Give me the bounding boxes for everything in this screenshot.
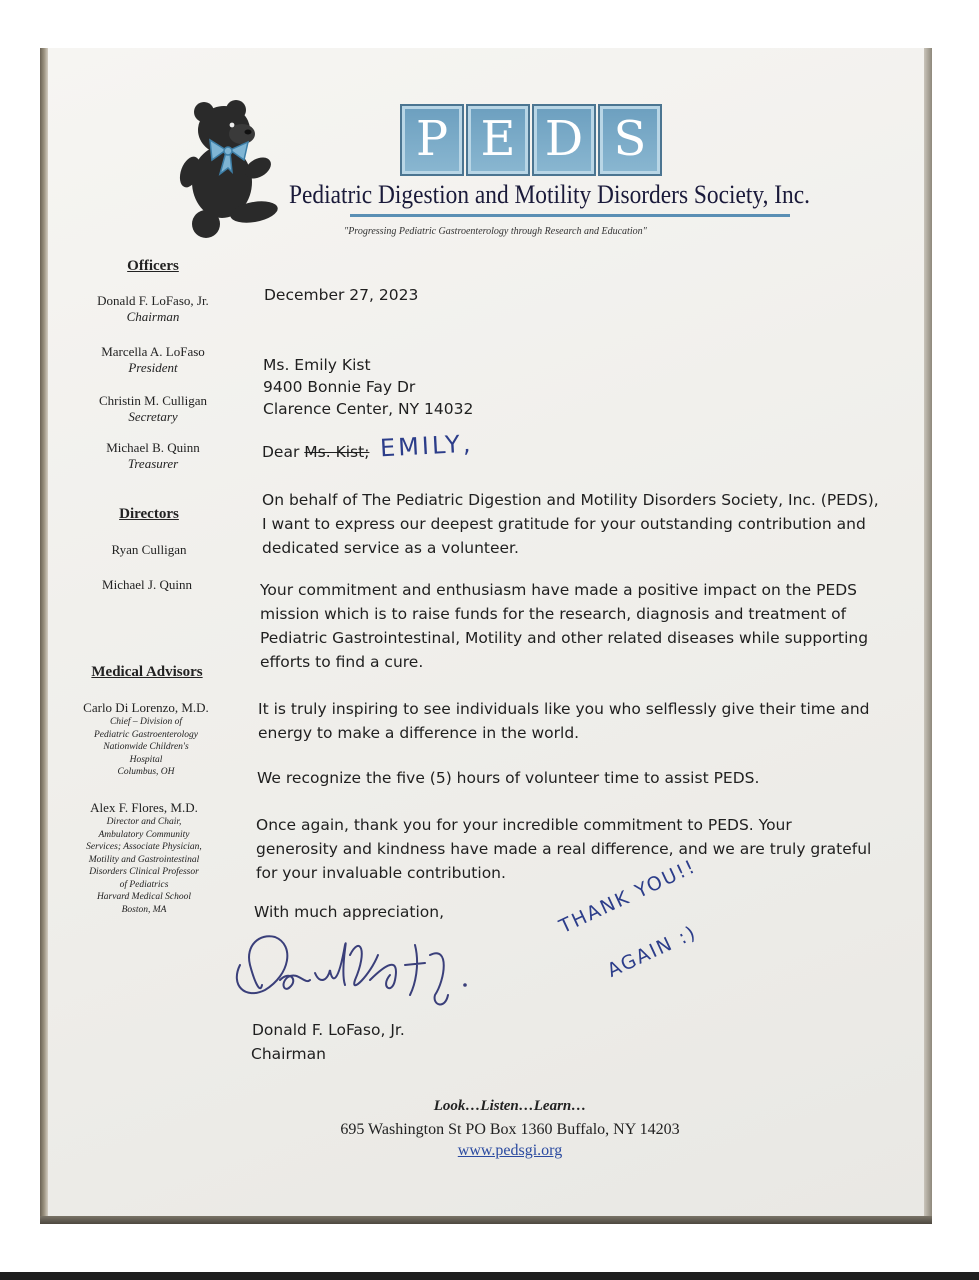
salutation-handwritten-name: EMILY, (379, 429, 475, 463)
officer-name: Michael B. Quinn (106, 440, 200, 455)
recipient-line: Clarence Center, NY 14032 (263, 400, 474, 418)
paragraph-line: mission which is to raise funds for the research, diagnosis and treatment of (260, 605, 847, 623)
signer-name: Donald F. LoFaso, Jr. (252, 1021, 405, 1039)
officer-role: President (128, 360, 178, 375)
advisor-detail: Nationwide Children's (103, 742, 189, 752)
officers-heading: Officers (127, 258, 179, 274)
paragraph-line: I want to express our deepest gratitude for your outstanding contribution and (262, 515, 866, 533)
director-name: Ryan Culligan (111, 542, 187, 557)
salutation-prefix: Dear (262, 443, 305, 461)
paragraph-line: generosity and kindness have made a real difference, and we are truly grateful (256, 840, 872, 858)
paragraph-line: Pediatric Gastrointestinal, Motility and other related diseases while supporting (260, 629, 869, 647)
photo-right-edge (924, 48, 932, 1223)
recipient-line: 9400 Bonnie Fay Dr (263, 378, 416, 396)
society-name: Pediatric Digestion and Motility Disorders Society, Inc. (289, 180, 811, 209)
recipient-address (263, 354, 473, 420)
advisor-detail: Services; Associate Physician, (86, 842, 202, 852)
letter-date: December 27, 2023 (264, 286, 419, 304)
handwritten-thank-you: THANK YOU!! (556, 855, 700, 938)
paragraph-5 (256, 813, 876, 885)
officer-role: Chairman (126, 309, 180, 324)
officer-role: Treasurer (127, 456, 179, 471)
photo-bottom-edge (40, 1216, 932, 1224)
paragraph-line: Your commitment and enthusiasm have made a positive impact on the PEDS (260, 581, 858, 599)
advisor-detail: Pediatric Gastroenterology (93, 729, 199, 740)
block-letter-p: P (400, 104, 464, 176)
advisor-detail: Harvard Medical School (96, 892, 192, 902)
block-letter-s: S (598, 104, 662, 176)
advisor-detail: Columbus, OH (117, 767, 175, 777)
header-rule (350, 214, 790, 217)
advisor-detail: Hospital (129, 754, 163, 765)
advisor-detail: Boston, MA (121, 904, 167, 915)
peds-letter-blocks (400, 104, 662, 174)
closing-line: With much appreciation, (254, 903, 445, 921)
officer-entry (72, 393, 234, 425)
advisor-detail: Disorders Clinical Professor (89, 867, 199, 877)
signature-icon (220, 925, 480, 1025)
directors-heading: Directors (119, 506, 179, 522)
paragraph-line: energy to make a difference in the world. (258, 724, 580, 742)
paragraph-line: We recognize the five (5) hours of volunteer time to assist PEDS. (257, 769, 760, 787)
paragraph-line: It is truly inspiring to see individuals like you who selflessly give their time and (258, 700, 870, 718)
officer-role: Secretary (128, 409, 178, 424)
salutation-struck-name: Ms. Kist; (304, 443, 370, 461)
advisor-entry (64, 700, 228, 779)
advisor-detail: of Pediatrics (119, 879, 169, 890)
paragraph-line: for your invaluable contribution. (256, 864, 506, 882)
tagline: "Progressing Pediatric Gastroenterology through Research and Education" (344, 226, 647, 237)
officer-entry (72, 344, 234, 376)
officer-entry (72, 293, 234, 325)
advisor-name: Alex F. Flores, M.D. (90, 800, 198, 815)
advisor-name: Carlo Di Lorenzo, M.D. (83, 700, 209, 715)
paragraph-line: efforts to find a cure. (260, 653, 424, 671)
advisor-detail: Ambulatory Community (98, 829, 190, 840)
paragraph-1 (262, 488, 882, 560)
officer-name: Marcella A. LoFaso (101, 344, 205, 359)
director-name: Michael J. Quinn (102, 577, 192, 592)
paragraph-line: On behalf of The Pediatric Digestion and Motility Disorders Society, Inc. (PEDS), (262, 491, 879, 509)
footer-website-link[interactable]: www.pedsgi.org (457, 1142, 563, 1159)
advisor-detail: Chief – Division of (109, 717, 183, 727)
advisor-entry (62, 800, 226, 916)
paragraph-3 (258, 697, 878, 745)
advisor-detail: Director and Chair, (106, 817, 182, 827)
paragraph-2 (260, 578, 880, 674)
paragraph-line: Once again, thank you for your incredible commitment to PEDS. Your (256, 816, 792, 834)
paragraph-line: dedicated service as a volunteer. (262, 539, 519, 557)
officer-entry (72, 440, 234, 472)
medical-advisors-heading: Medical Advisors (91, 664, 203, 680)
advisor-detail: Motility and Gastrointestinal (88, 854, 200, 865)
block-letter-d: D (532, 104, 596, 176)
signer-title: Chairman (251, 1045, 326, 1063)
salutation (262, 440, 369, 464)
photo-left-edge (40, 48, 48, 1220)
recipient-line: Ms. Emily Kist (263, 356, 371, 374)
footer-address: 695 Washington St PO Box 1360 Buffalo, NY 14203 (340, 1121, 680, 1138)
footer-motto: Look…Listen…Learn… (433, 1098, 587, 1114)
paragraph-4 (257, 766, 877, 790)
screen-bottom-bar (0, 1272, 979, 1280)
officer-name: Christin M. Culligan (99, 393, 207, 408)
teddy-bear-logo-icon (180, 98, 284, 240)
handwritten-again: AGAIN :) (604, 921, 701, 982)
officer-name: Donald F. LoFaso, Jr. (97, 293, 209, 308)
block-letter-e: E (466, 104, 530, 176)
